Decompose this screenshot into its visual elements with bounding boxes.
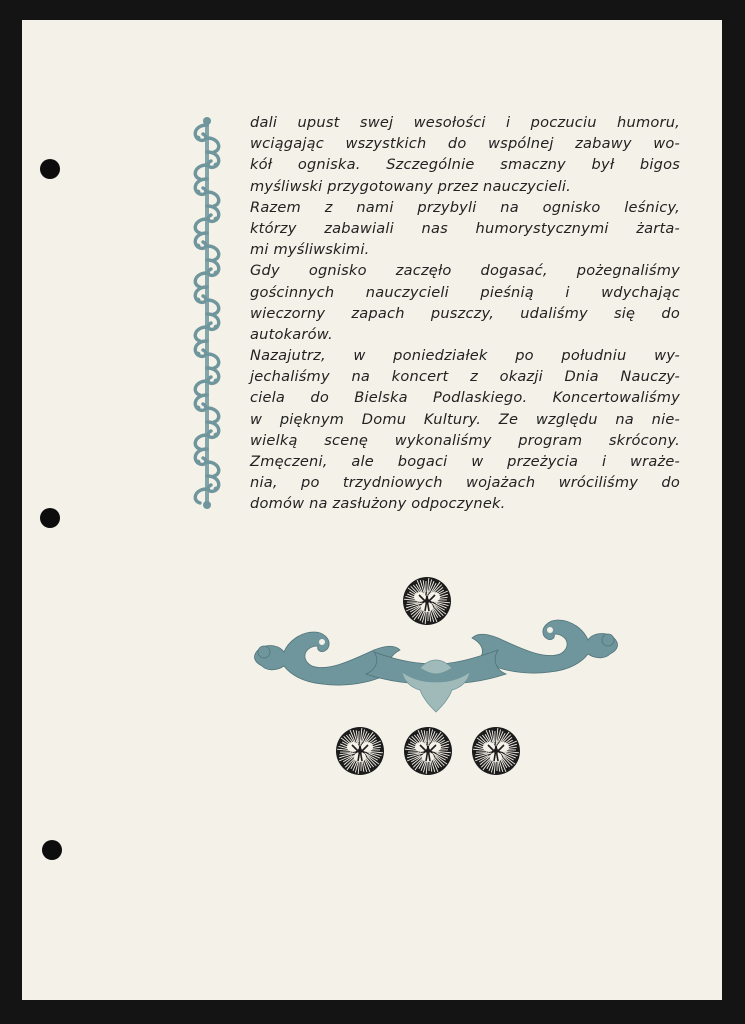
text-line: Zmęczeni, ale bogaci w przeżycia i wraże-: [250, 453, 680, 470]
bottom-rosette-icon: [472, 727, 520, 775]
text-line: jechaliśmy na koncert z okazji Dnia Nauczy-: [250, 368, 680, 386]
scroll-ornament: [255, 620, 618, 712]
document-page: [22, 20, 722, 1000]
text-line: Gdy ognisko zaczęło dogasać, pożegnaliśmy: [250, 262, 680, 280]
text-line: Nazajutrz, w poniedziałek po południu wy-: [250, 347, 680, 365]
text-line: domów na zasłużony odpoczynek.: [250, 495, 506, 513]
text-line: Razem z nami przybyli na ognisko leśnicy,: [250, 198, 680, 216]
text-line: którzy zabawiali nas humorystycznymi żarta-: [250, 219, 680, 237]
text-line: nia, po trzydniowych wojażach wróciliśmy do: [250, 474, 680, 492]
text-line: myśliwski przygotowany przez nauczycieli.: [250, 177, 572, 195]
text-line: mi myśliwskimi.: [250, 241, 370, 259]
text-line: autokarów.: [250, 325, 333, 343]
text-line: dali upust swej wesołości i poczuciu humoru,: [250, 114, 680, 131]
text-line: w pięknym Domu Kultury. Ze względu na nie-: [250, 410, 680, 428]
bottom-rosette-icon: [336, 727, 384, 775]
text-line: kół ogniska. Szczególnie smaczny był bigos: [250, 156, 680, 174]
top-rosette-icon: [403, 577, 451, 625]
text-line: wielką scenę wykonaliśmy program skrócony.: [250, 431, 680, 449]
text-line: wieczorny zapach puszczy, udaliśmy się do: [250, 304, 680, 322]
ornament-layer: [22, 20, 722, 1000]
text-line: ciela do Bielska Podlaskiego. Koncertowaliśmy: [250, 389, 680, 407]
bottom-rosette-icon: [404, 727, 452, 775]
text-line: wciągając wszystkich do wspólnej zabawy wo-: [250, 135, 680, 153]
text-line: gościnnych nauczycieli pieśnią i wdychając: [250, 283, 680, 301]
